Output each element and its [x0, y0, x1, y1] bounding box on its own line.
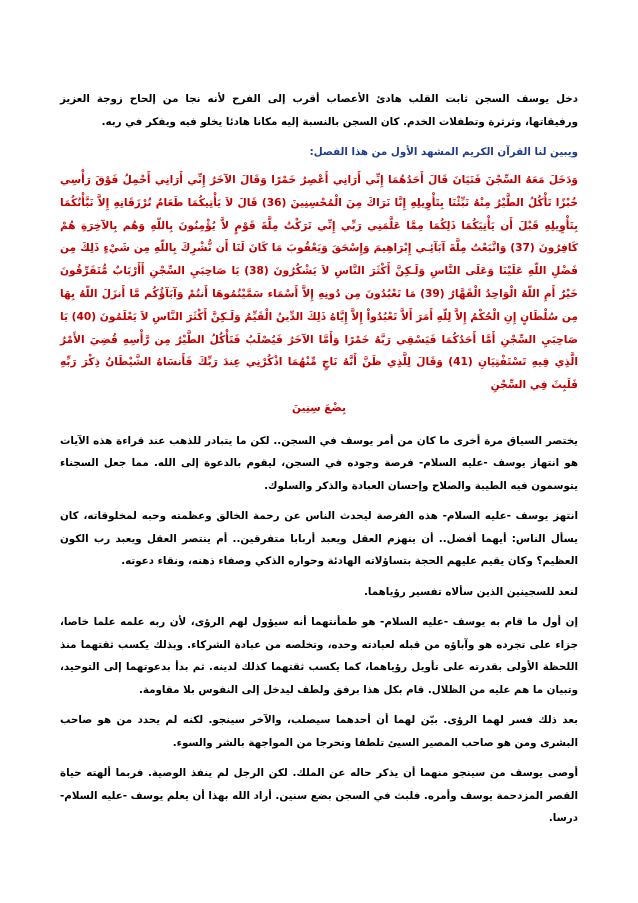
paragraph-2: يختصر السياق مرة أخرى ما كان من أمر يوسف في السجن.. لكن ما يتبادر للذهب عند قراءة هذه الآيات هو انتهاز يوسف -عليه السلام- فرصة وجوده في السجن، ليقوم بالدعوة إلى الله. مما جعل السجناء يتوسمون فيه الطيبة والصلاح وإحسان العبادة والذكر والسلوك.	[60, 434, 578, 492]
section-heading: ويبين لنا القرآن الكريم المشهد الأول من هذا الفصل:	[309, 146, 578, 158]
quran-verses-last: بِضْعَ سِنِينَ	[292, 401, 346, 414]
paragraph-6: بعد ذلك فسر لهما الرؤى. بيّن لهما أن أحدهما سيصلب، والآخر سينجو. لكنه لم يحدد من هو صاحب البشرى ومن هو صاحب المصير السيئ تلطفا وتحرجا من المواجهة بالشر والسوء.	[60, 714, 578, 749]
paragraph-5: إن أول ما قام به يوسف -عليه السلام- هو طمأنتهما أنه سيؤول لهم الرؤى، لأن ربه علمه علما خاصا، جزاء على تجرده هو وآباؤه من قبله لعبادته وحده، وتخلصه من عبادة الشركاء. وبذلك يكسب ثقتهما منذ اللحظة الأولى بقدرته على تأويل رؤياهما، كما يكسب ثقتهما كذلك لدينه. ثم بدأ بدعوتهما إلى التوحيد، وتبيان ما هم عليه من الظلال. قام بكل هذا برفق ولطف ليدخل إلى النفوس بلا مقاومة.	[60, 616, 578, 696]
paragraph-7: أوصى يوسف من سينجو منهما أن يذكر حاله عن الملك. لكن الرجل لم ينفذ الوصية. فربما ألهته حياة القصر المزدحمة يوسف وأمره. فلبث في السجن بضع سنين. أراد الله بهذا أن يعلم يوسف -عليه السلام- درسا.	[60, 767, 578, 825]
quran-verses-main: وَدَخَلَ مَعَهُ السِّجْنَ فَتَيَانَ قَالَ أَحَدُهُمَا إِنِّي أَرَانِي أَعْصِرُ خَمْرًا وَقَالَ الآخَرُ إِنِّي أَرَانِي أَحْمِلُ فَوْقَ رَأْسِي خُبْزًا تَأْكُلُ الطَّيْرُ مِنْهُ نَبِّئْنَا بِتَأْوِيلِهِ إِنَّا نَرَاكَ مِنَ الْمُحْسِنِينَ (36) قَالَ لاَ يَأْتِيكُمَا طَعَامٌ تُرْزَقَانِهِ إِلاَّ نَبَّأْتُكُمَا بِتَأْوِيلِهِ قَبْلَ أَن يَأْتِيَكُمَا ذَلِكُمَا مِمَّا عَلَّمَنِي رَبِّي إِنِّي تَرَكْتُ مِلَّةَ قَوْمٍ لاَّ يُؤْمِنُونَ بِاللّهِ وَهُم بِالآخِرَةِ هُمْ كَافِرُونَ (37) وَاتَّبَعْتُ مِلَّةَ آبَآئِـي إِبْرَاهِيمَ وَإِسْحَقَ وَيَعْقُوبَ مَا كَانَ لَنَا أَن نُّشْرِكَ بِاللّهِ مِن شَيْءٍ ذَلِكَ مِن فَضْلِ اللّهِ عَلَيْنَا وَعَلَى النَّاسِ وَلَـكِنَّ أَكْثَرَ النَّاسِ لاَ يَشْكُرُونَ (38) يَا صَاحِبَيِ السِّجْنِ أَأَرْبَابٌ مُّتَفَرِّقُونَ خَيْرٌ أَمِ اللّهُ الْوَاحِدُ الْقَهَّارُ (39) مَا تَعْبُدُونَ مِن دُونِهِ إِلاَّ أَسْمَاء سَمَّيْتُمُوهَا أَنتُمْ وَآبَآؤُكُم مَّا أَنزَلَ اللّهُ بِهَا مِن سُلْطَانٍ إِنِ الْحُكْمُ إِلاَّ لِلّهِ أَمَرَ أَلاَّ تَعْبُدُواْ إِلاَّ إِيَّاهُ ذَلِكَ الدِّينُ الْقَيِّمُ وَلَـكِنَّ أَكْثَرَ النَّاسِ لاَ يَعْلَمُونَ (40) يَا صَاحِبَيِ السِّجْنِ أَمَّا أَحَدُكُمَا فَيَسْقِي رَبَّهُ خَمْرًا وَأَمَّا الآخَرُ فَيُصْلَبُ فَتَأْكُلُ الطَّيْرُ مِن رَّأْسِهِ قُضِيَ الأَمْرُ الَّذِي فِيهِ تَسْتَفْتِيَانِ (41) وَقَالَ لِلَّذِي ظَنَّ أَنَّهُ نَاجٍ مِّنْهُمَا اذْكُرْنِي عِندَ رَبِّكَ فَأَنسَاهُ الشَّيْطَانُ ذِكْرَ رَبِّهِ فَلَبِثَ فِي السِّجْنِ	[60, 174, 579, 392]
paragraph-intro: دخل يوسف السجن ثابت القلب هادئ الأعصاب أقرب إلى الفرح لأنه نجا من إلحاح زوجة العزيز ورفيقاتها، وثرثرة وتطفلات الخدم. كان السجن بالنسبة إليه مكانا هادئا يخلو فيه ويفكر في ربه.	[60, 93, 578, 128]
document-page	[60, 88, 578, 838]
paragraph-3: انتهز يوسف -عليه السلام- هذه الفرصة ليحدث الناس عن رحمة الخالق وعظمته وحبه لمخلوقاته، كان يسأل الناس: أيهما أفضل.. أن ينهزم العقل ويعبد أربابا متفرقين.. أم ينتصر العقل ويعبد رب الكون العظيم؟ وكان يقيم عليهم الحجة بتساؤلاته الهادئة وحواره الذكي وصفاء ذهنه، ونقاء دعوته.	[60, 510, 578, 568]
quran-verses	[60, 169, 578, 420]
paragraph-4: لنعد للسجينين الذين سألاه تفسير رؤياهما.	[363, 585, 578, 598]
